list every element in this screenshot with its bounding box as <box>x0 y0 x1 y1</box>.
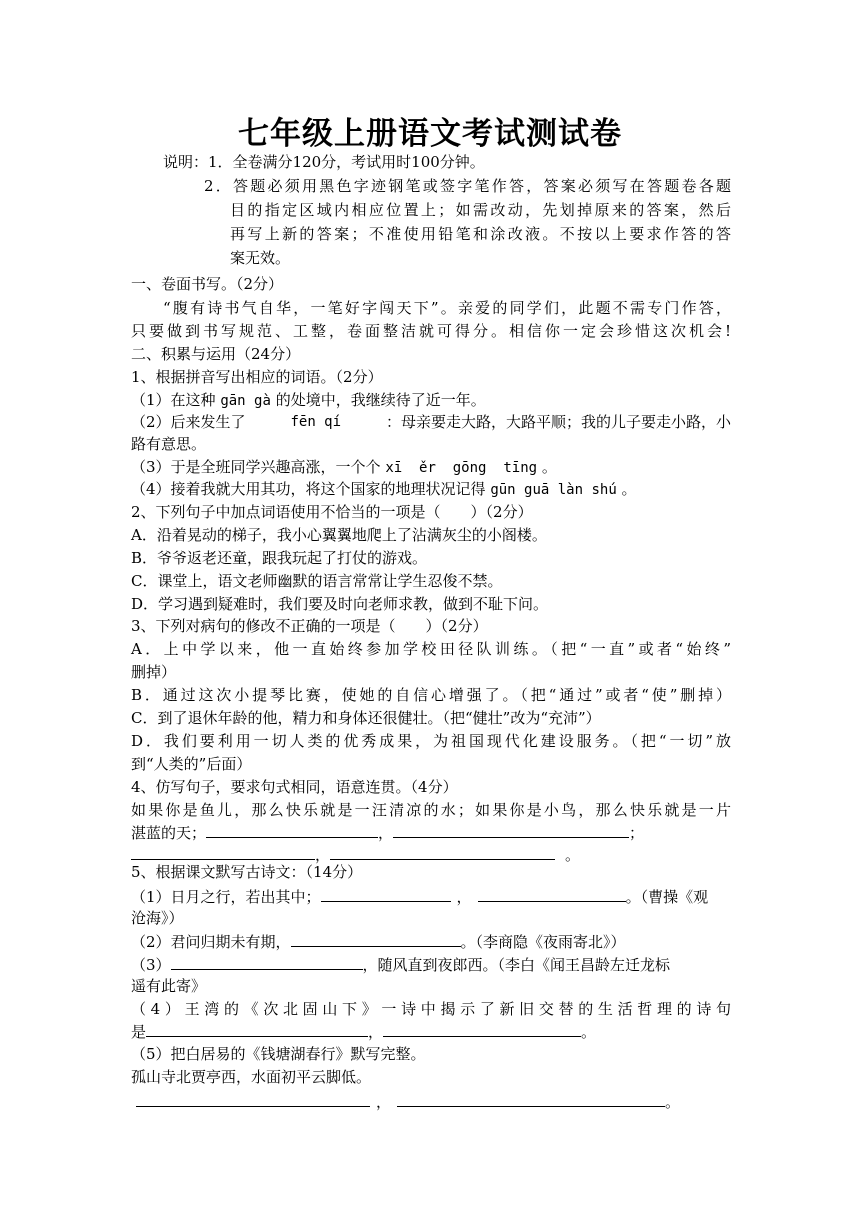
instructions-item2-line3: 再写上新的答案；不准使用铅笔和涂改液。不按以上要求作答的答 <box>230 225 731 243</box>
q3-heading: 3、下列对病句的修改不正确的一项是（ ）（2分） <box>131 617 488 635</box>
q5-item5-line <box>136 1090 680 1113</box>
q5-item3-cont: 遥有此寄》 <box>131 977 207 995</box>
q4-heading: 4、仿写句子，要求句式相同，语意连贯。（4分） <box>131 778 458 796</box>
q1-item4 <box>131 478 637 501</box>
q4-line1: 如果你是鱼儿，那么快乐就是一汪清凉的水；如果你是小鸟，那么快乐就是一片 <box>131 801 731 819</box>
q1-item3-pinyin: xī ěr gōng tīng <box>385 460 538 476</box>
q5-item3-pre: （3） <box>131 956 171 974</box>
q5-item1-blank-2[interactable] <box>478 885 626 902</box>
q2-option-a: A．沿着晃动的梯子，我小心翼翼地爬上了沾满灰尘的小阁楼。 <box>131 526 547 544</box>
q5-heading: 5、根据课文默写古诗文：（14分） <box>131 863 363 881</box>
q1-item2-pre: （2）后来发生了 <box>131 413 246 431</box>
q3-option-a-line1: A．上中学以来，他一直始终参加学校田径队训练。（把“一直”或者“始终” <box>131 640 731 658</box>
q1-item2-pinyin: fēn qí <box>290 414 342 430</box>
q1-item3 <box>131 456 557 479</box>
q1-item1-post: 的处境中，我继续待了近一年。 <box>275 391 486 409</box>
q4-comma-1: ， <box>378 824 394 842</box>
q1-item1 <box>131 389 486 412</box>
q1-heading: 1、根据拼音写出相应的词语。（2分） <box>131 368 383 386</box>
q2-option-b: B．爷爷返老还童，跟我玩起了打仗的游戏。 <box>131 549 428 567</box>
q5-item5-heading: （5）把白居易的《钱塘湖春行》默写完整。 <box>131 1045 426 1063</box>
q5-item4-pre: 是 <box>131 1023 147 1041</box>
q5-item4-comma: ， <box>368 1023 384 1041</box>
q5-item5-first-couplet: 孤山寺北贾亭西，水面初平云脚低。 <box>131 1068 372 1086</box>
q4-line2-pre: 湛蓝的天； <box>131 824 207 842</box>
q5-item5-blank-2[interactable] <box>397 1090 665 1107</box>
q5-item4-post: 。 <box>581 1023 597 1041</box>
q1-item3-post: 。 <box>541 458 557 476</box>
q2-option-c: C．课堂上，语文老师幽默的语言常常让学生忍俊不禁。 <box>131 572 503 590</box>
q5-item5-comma: ， <box>376 1093 392 1111</box>
section1-heading: 一、卷面书写。（2分） <box>131 275 284 293</box>
instructions-item2-line2: 目的指定区域内相应位置上；如需改动，先划掉原来的答案，然后 <box>230 201 731 219</box>
q4-answer-blank-3[interactable] <box>131 843 315 860</box>
instructions-item2-line4: 案无效。 <box>230 249 291 267</box>
q1-item1-pinyin: gān gà <box>220 393 271 409</box>
q5-item2-pre: （2）君问归期未有期， <box>131 933 291 951</box>
q5-item3 <box>131 953 670 976</box>
q5-item2-blank[interactable] <box>291 930 461 947</box>
q5-item5-blank-1[interactable] <box>136 1090 370 1107</box>
q1-item3-pre: （3）于是全班同学兴趣高涨，一个个 <box>131 458 381 476</box>
section1-text-line2: 只要做到书写规范、工整，卷面整洁就可得分。相信你一定会珍惜这次机会! <box>131 322 731 340</box>
q1-item1-pre: （1）在这种 <box>131 391 216 409</box>
instructions-lead: 说明：1．全卷满分120分，考试用时100分钟。 <box>163 153 485 171</box>
q4-comma-2: ， <box>315 846 331 864</box>
q2-heading: 2、下列句子中加点词语使用不恰当的一项是（ ）（2分） <box>131 503 533 521</box>
q5-item4-line1: （4）王湾的《次北固山下》一诗中揭示了新旧交替的生活哲理的诗句 <box>131 1000 731 1018</box>
q5-item4-blank-2[interactable] <box>383 1020 581 1037</box>
q1-item2-cont: 路有意思。 <box>131 435 207 453</box>
page-title: 七年级上册语文考试测试卷 <box>238 116 622 152</box>
q4-line2 <box>131 821 644 844</box>
section1-text-line1: “腹有诗书气自华，一笔好字闯天下”。亲爱的同学们，此题不需专门作答， <box>163 299 731 317</box>
q4-period: 。 <box>565 846 581 864</box>
q5-item1-comma: ， <box>456 888 472 906</box>
q5-item1 <box>131 885 708 908</box>
section2-heading: 二、积累与运用（24分） <box>131 345 301 363</box>
q4-answer-blank-2[interactable] <box>393 821 629 838</box>
q1-item2 <box>131 411 731 433</box>
q3-option-d-line2: 到“人类的”后面） <box>131 755 252 773</box>
q5-item4-line2 <box>131 1020 596 1043</box>
q3-option-c: C．到了退休年龄的他，精力和身体还很健壮。（把“健壮”改为“充沛”） <box>131 709 601 727</box>
q5-item2 <box>131 930 626 953</box>
q5-item3-post: ，随风直到夜郎西。（李白《闻王昌龄左迁龙标 <box>362 956 671 974</box>
q5-item1-cont: 沧海》） <box>131 909 184 927</box>
q5-item4-blank-1[interactable] <box>146 1020 368 1037</box>
q4-answer-blank-1[interactable] <box>206 821 378 838</box>
q5-item1-pre: （1）日月之行，若出其中； <box>131 888 321 906</box>
q3-option-a-line2: 删掉） <box>131 663 177 681</box>
q5-item3-blank[interactable] <box>171 953 363 970</box>
instructions-item2-line1: 2．答题必须用黑色字迹钢笔或签字笔作答，答案必须写在答题卷各题 <box>204 177 731 195</box>
q4-answer-blank-4[interactable] <box>330 843 555 860</box>
q1-item4-pre: （4）接着我就大用其功，将这个国家的地理状况记得 <box>131 480 486 498</box>
q2-option-d: D．学习遇到疑难时，我们要及时向老师求教，做到不耻下问。 <box>131 595 549 613</box>
q3-option-d-line1: D．我们要利用一切人类的优秀成果，为祖国现代化建设服务。（把“一切”放 <box>131 732 731 750</box>
q5-item1-blank-1[interactable] <box>321 885 451 902</box>
q1-item4-pinyin: gūn guā làn shú <box>490 482 617 498</box>
q4-semicolon: ； <box>629 824 645 842</box>
q1-item2-post: ：母亲要走大路，大路平顺；我的儿子要走小路，小 <box>385 413 731 431</box>
q5-item2-post: 。（李商隐《夜雨寄北》） <box>460 933 626 951</box>
q5-item1-post: 。（曹操《观 <box>625 888 709 906</box>
q3-option-b: B．通过这次小提琴比赛，使她的自信心增强了。（把“通过”或者“使”删掉） <box>131 686 731 704</box>
q5-item5-period: 。 <box>665 1093 681 1111</box>
q1-item4-post: 。 <box>621 480 637 498</box>
